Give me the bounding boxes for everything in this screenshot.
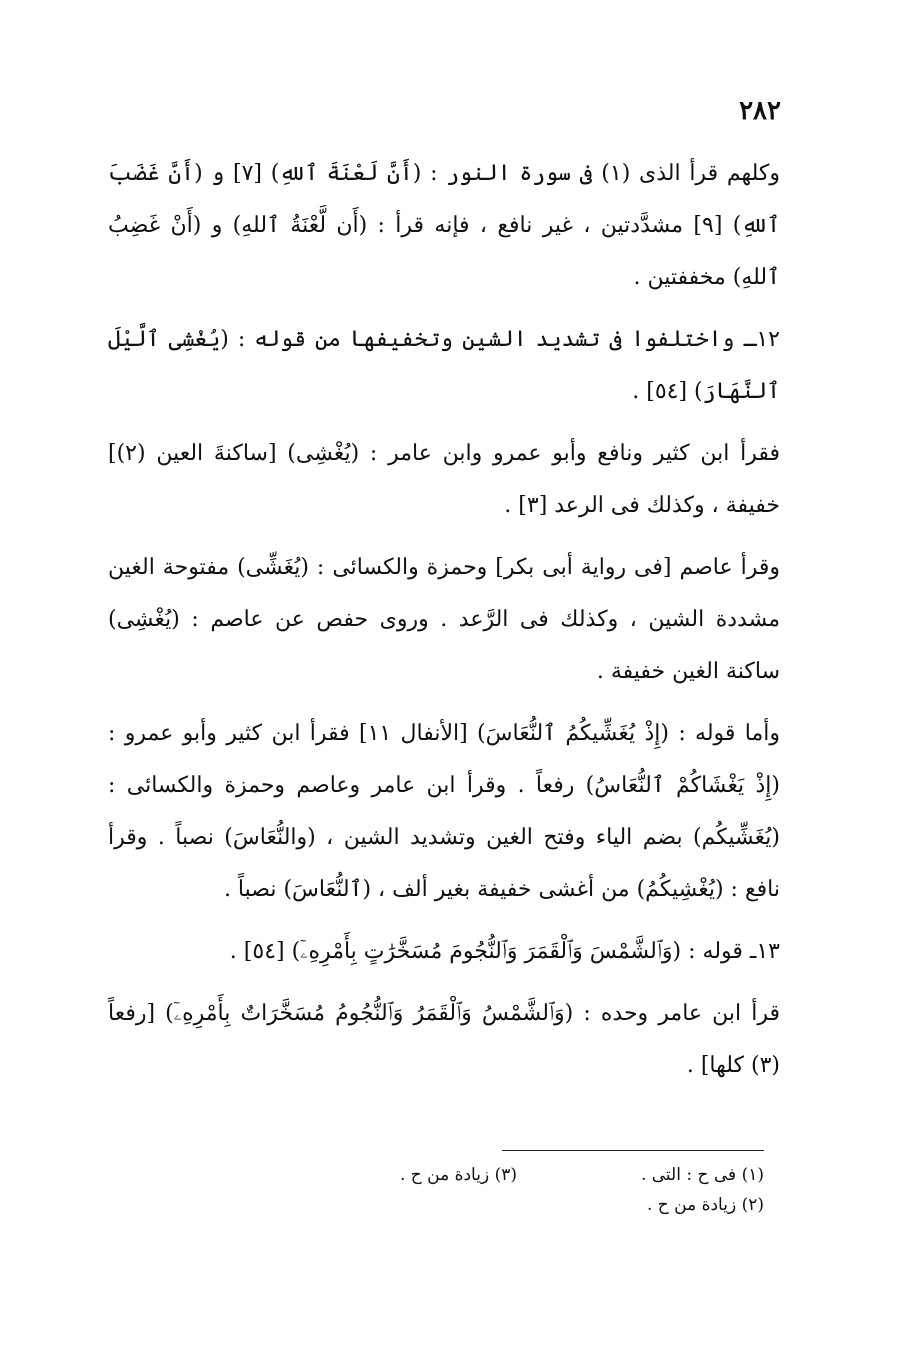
paragraph-4: وقرأ عاصم [فى رواية أبى بكر] وحمزة والكسائى : (يُغَشِّى) مفتوحة الغين مشددة الشين ، وكذلك فى الرَّعد . وروى حفص عن عاصم : (يُغْشِى) ساكنة الغين خفيفة . — [108, 555, 780, 684]
footnote-2: (٢) زيادة من ح . — [646, 1195, 764, 1215]
footnote-3: (٣) زيادة من ح . — [399, 1165, 517, 1185]
paragraph-5: وأما قوله : (إِذْ يُغَشِّيكُمُ ٱلنُّعَاسَ) [الأنفال ١١] فقرأ ابن كثير وأبو عمرو : (إِذْ يَغْشَاكُمْ ٱلنُّعَاسُ) رفعاً . وقرأ ابن عامر وعاصم وحمزة والكسائى : (يُغَشِّيكُم) بضم الياء وفتح الغين وتشديد الشين ، (والنُّعَاسَ) نصباً . وقرأ نافع : (يُغْشِيكُمُ) من أغشى خفيفة بغير ألف ، (ٱلنُّعَاسَ) نصباً . — [108, 721, 780, 902]
paragraph-2: ١٢ـ واختلفوا فى تشديد الشين وتخفيفها من قوله : (يُغْشِى ٱلَّيْلَ ٱلنَّهَارَ) [٥٤] . — [108, 327, 780, 404]
footnote-divider — [502, 1150, 764, 1151]
footnote-row-2 — [270, 1190, 764, 1220]
paragraph-7: قرأ ابن عامر وحده : (وَٱلشَّمْسُ وَٱلْقَمَرُ وَٱلنُّجُومُ مُسَخَّرَاتٌ بِأَمْرِهِۦٓ) [رفعاً (٣) كلها] . — [108, 1001, 780, 1078]
main-text — [108, 148, 780, 1102]
footnotes — [270, 1160, 764, 1220]
paragraph-1: وكلهم قرأ الذى (١) فى سورة النور : (أَنَّ لَعْنَةَ ٱللهِ) [٧] و (أَنَّ غَضَبَ ٱللهِ) [٩] مشدَّدتين ، غير نافع ، فإنه قرأ : (أَن لَّعْنَةُ ٱللهِ) و (أَنْ غَضِبُ ٱللهِ) مخففتين . — [108, 161, 780, 290]
paragraph-6: ١٣ـ قوله : (وَٱلشَّمْسَ وَٱلْقَمَرَ وَٱلنُّجُومَ مُسَخَّرَٰتٍ بِأَمْرِهِۦٓ) [٥٤] . — [229, 939, 780, 964]
footnote-row-1 — [270, 1160, 764, 1190]
footnote-1: (١) فى ح : التى . — [640, 1165, 764, 1185]
page-number: ٢٨٢ — [739, 96, 781, 126]
paragraph-3: فقرأ ابن كثير ونافع وأبو عمرو وابن عامر : (يُغْشِى) [ساكنةَ العين (٢)] خفيفة ، وكذلك فى الرعد [٣] . — [108, 441, 780, 518]
